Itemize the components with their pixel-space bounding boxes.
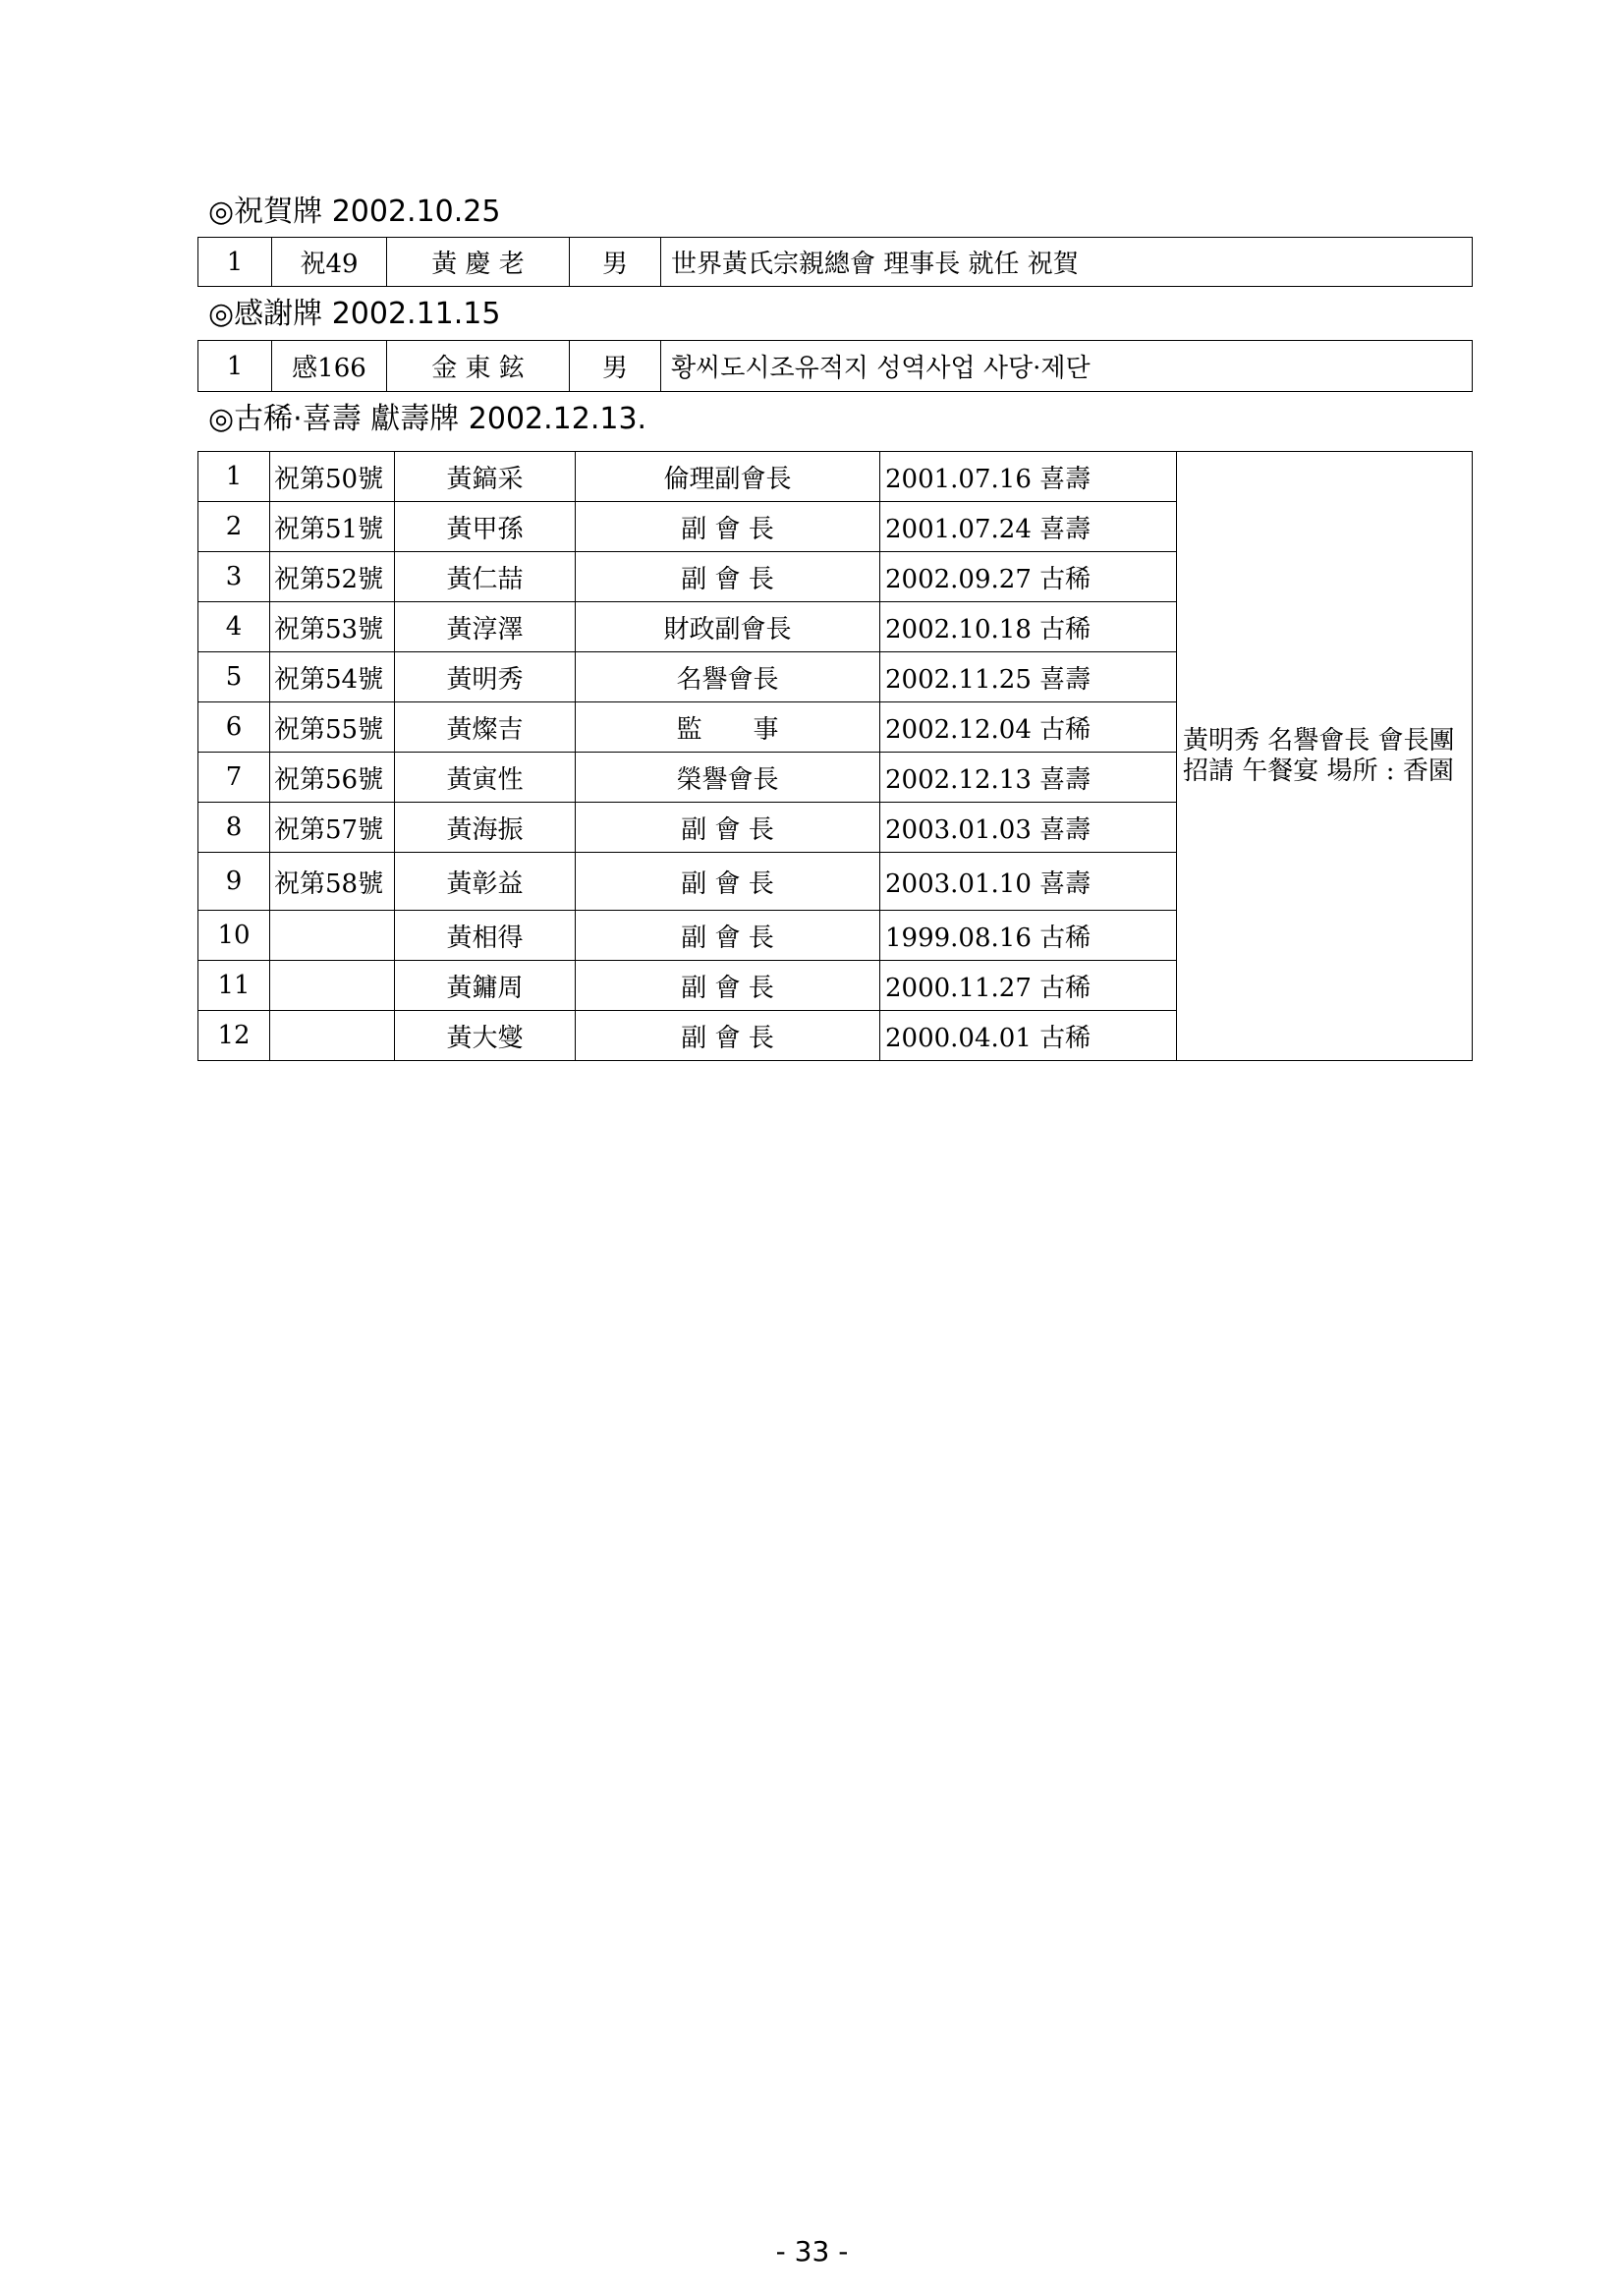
row-number: 1 <box>198 341 272 392</box>
position-title: 監 事 <box>576 702 880 753</box>
row-number: 1 <box>198 238 272 287</box>
appreciation-table <box>197 340 1473 392</box>
position-title: 倫理副會長 <box>576 452 880 502</box>
position-title: 副 會 長 <box>576 853 880 911</box>
plaque-code: 祝第51號 <box>270 502 395 552</box>
row-number: 5 <box>198 652 270 702</box>
plaque-code <box>270 1011 395 1061</box>
date-and-occasion: 2003.01.10 喜壽 <box>880 853 1177 911</box>
row-number: 8 <box>198 803 270 853</box>
person-name: 黃相得 <box>395 911 576 961</box>
position-title: 副 會 長 <box>576 1011 880 1061</box>
person-name: 黃仁喆 <box>395 552 576 602</box>
plaque-code: 祝第58號 <box>270 853 395 911</box>
row-number: 7 <box>198 753 270 803</box>
person-name: 黃鎬采 <box>395 452 576 502</box>
section-heading-longevity: ◎古稀·喜壽 獻壽牌 2002.12.13. <box>208 402 647 436</box>
date-and-occasion: 2003.01.03 喜壽 <box>880 803 1177 853</box>
position-title: 名譽會長 <box>576 652 880 702</box>
person-name: 黃甲孫 <box>395 502 576 552</box>
person-name: 黃大燮 <box>395 1011 576 1061</box>
date-and-occasion: 2002.11.25 喜壽 <box>880 652 1177 702</box>
table-row <box>198 452 1473 502</box>
description: 황씨도시조유적지 성역사업 사당·제단 <box>661 341 1473 392</box>
plaque-code: 祝第52號 <box>270 552 395 602</box>
sex: 男 <box>570 341 661 392</box>
date-and-occasion: 2001.07.24 喜壽 <box>880 502 1177 552</box>
date-and-occasion: 2002.09.27 古稀 <box>880 552 1177 602</box>
page-number: - 33 - <box>775 2235 849 2268</box>
person-name: 黃明秀 <box>395 652 576 702</box>
plaque-code <box>270 911 395 961</box>
position-title: 副 會 長 <box>576 502 880 552</box>
person-name: 金 東 鉉 <box>387 341 570 392</box>
person-name: 黃鏞周 <box>395 961 576 1011</box>
person-name: 黃彰益 <box>395 853 576 911</box>
table-row <box>198 238 1473 287</box>
position-title: 榮譽會長 <box>576 753 880 803</box>
row-number: 4 <box>198 602 270 652</box>
position-title: 副 會 長 <box>576 552 880 602</box>
sex: 男 <box>570 238 661 287</box>
date-and-occasion: 2001.07.16 喜壽 <box>880 452 1177 502</box>
plaque-code <box>270 961 395 1011</box>
row-number: 9 <box>198 853 270 911</box>
remark-cell: 黃明秀 名譽會長 會長團 招請 午餐宴 場所 : 香園 <box>1177 452 1473 1061</box>
date-and-occasion: 2002.10.18 古稀 <box>880 602 1177 652</box>
date-and-occasion: 2002.12.04 古稀 <box>880 702 1177 753</box>
row-number: 12 <box>198 1011 270 1061</box>
row-number: 11 <box>198 961 270 1011</box>
date-and-occasion: 2000.11.27 古稀 <box>880 961 1177 1011</box>
date-and-occasion: 2002.12.13 喜壽 <box>880 753 1177 803</box>
person-name: 黃淳澤 <box>395 602 576 652</box>
person-name: 黃燦吉 <box>395 702 576 753</box>
table-row <box>198 341 1473 392</box>
congratulation-table <box>197 237 1473 287</box>
person-name: 黃海振 <box>395 803 576 853</box>
row-number: 2 <box>198 502 270 552</box>
person-name: 黃 慶 老 <box>387 238 570 287</box>
plaque-code: 祝49 <box>272 238 387 287</box>
date-and-occasion: 1999.08.16 古稀 <box>880 911 1177 961</box>
position-title: 副 會 長 <box>576 803 880 853</box>
position-title: 副 會 長 <box>576 961 880 1011</box>
position-title: 財政副會長 <box>576 602 880 652</box>
description: 世界黃氏宗親總會 理事長 就任 祝賀 <box>661 238 1473 287</box>
plaque-code: 祝第53號 <box>270 602 395 652</box>
plaque-code: 祝第54號 <box>270 652 395 702</box>
longevity-table <box>197 451 1473 1061</box>
plaque-code: 祝第50號 <box>270 452 395 502</box>
position-title: 副 會 長 <box>576 911 880 961</box>
row-number: 6 <box>198 702 270 753</box>
person-name: 黃寅性 <box>395 753 576 803</box>
row-number: 3 <box>198 552 270 602</box>
plaque-code: 祝第55號 <box>270 702 395 753</box>
plaque-code: 感166 <box>272 341 387 392</box>
section-heading-appreciation: ◎感謝牌 2002.11.15 <box>208 297 501 331</box>
plaque-code: 祝第56號 <box>270 753 395 803</box>
row-number: 1 <box>198 452 270 502</box>
date-and-occasion: 2000.04.01 古稀 <box>880 1011 1177 1061</box>
plaque-code: 祝第57號 <box>270 803 395 853</box>
section-heading-congratulation: ◎祝賀牌 2002.10.25 <box>208 195 501 229</box>
row-number: 10 <box>198 911 270 961</box>
